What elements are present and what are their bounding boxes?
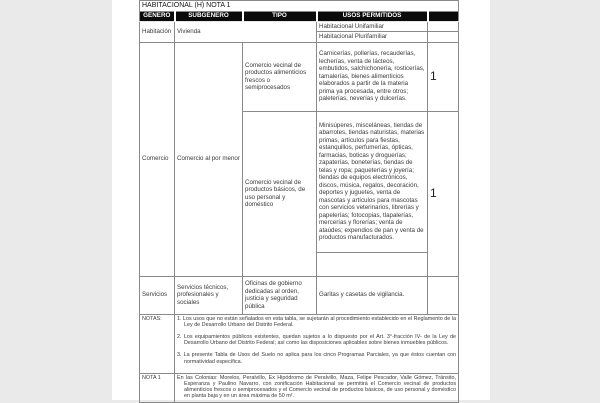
nota-item: 2. Los equipamientos públicos existentes, quedan sujetos a lo dispuesto por el Art. 3°-fracción IV- de la Ley de Desarrollo Urbano del Distrito Federal; así como las disposiciones aplicables sobre bienes inmuebles públicos. xyxy=(177,333,457,347)
notas-label: NOTAS: xyxy=(140,314,175,373)
genero-cell-comercio: Comercio xyxy=(140,42,175,276)
col-header-permiso xyxy=(428,11,459,21)
col-header-subgenero: SUBGÉNERO xyxy=(175,11,243,21)
uso-cell-plurifamiliar: Habitacional Plurifamiliar xyxy=(317,32,428,43)
nota-item: 1. Los usos que no están señalados en esta tabla, se sujetarán al procedimiento establecido en el Reglamento de la Ley de Desarrollo Urbano del Distrito Federal. xyxy=(177,315,457,328)
usos-cell-comercio-alimenticios: Carnicerías, pollerías, recauderías, lecherías, venta de lácteos, embutidos, salchichonería, rosticerías, tamalerías, bienes alimenticios elaborados a partir de la materia prima ya procesada, entre otros; paleterías, neverías y dulcerías. xyxy=(317,42,428,111)
notas-row xyxy=(140,314,459,373)
document-page xyxy=(112,0,490,400)
table-header-row xyxy=(140,11,459,21)
tipo-cell-comercio-alimenticios: Comercio vecinal de productos alimenticios frescos o semiprocesados xyxy=(243,42,317,111)
notas-content xyxy=(175,314,459,373)
uso-cell-unifamiliar: Habitacional Unifamiliar xyxy=(317,21,428,32)
subgenero-cell-vivienda: Vivienda xyxy=(175,21,317,42)
permiso-cell: 1 xyxy=(428,111,459,276)
permiso-cell: 1 xyxy=(428,42,459,111)
usos-cell-garitas: Garitas y casetas de vigilancia. xyxy=(317,276,428,314)
nota1-label: NOTA 1 xyxy=(140,373,175,402)
table-row xyxy=(140,276,459,314)
tipo-cell-comercio-basicos: Comercio vecinal de productos básicos, de uso personal y doméstico xyxy=(243,111,317,276)
permiso-cell xyxy=(428,21,459,32)
table-row xyxy=(140,21,459,32)
usos-cell-empty xyxy=(317,252,428,276)
col-header-genero: GÉNERO xyxy=(140,11,175,21)
nota1-text: En las Colonias: Morelos, Peralvillo, Ex Hipódromo de Peralvillo, Maza, Felipe Pescador, Valle Gómez, Tránsito, Esperanza y Paulino Navarro, con zonificación Habitacional se permitirá el Comercio vecinal de productos alimenticios frescos o semiprocesados y el Comercio vecinal de productos básicos, de uso personal y doméstico en planta baja y en un área máxima de 50 m². xyxy=(177,374,457,400)
genero-cell-habitacion: Habitación xyxy=(140,21,175,42)
subgenero-cell-servicios-tecnicos: Servicios técnicos, profesionales y sociales xyxy=(175,276,243,314)
permiso-cell xyxy=(428,32,459,43)
col-header-tipo: TIPO xyxy=(243,11,317,21)
genero-cell-servicios: Servicios xyxy=(140,276,175,314)
table-title: HABITACIONAL (H) NOTA 1 xyxy=(140,1,459,12)
tipo-cell-oficinas-gobierno: Oficinas de gobierno dedicadas al orden, justicia y seguridad pública xyxy=(243,276,317,314)
nota1-content xyxy=(175,373,459,402)
subgenero-cell-comercio-menor: Comercio al por menor xyxy=(175,42,243,276)
col-header-usos-permitidos: USOS PERMITIDOS xyxy=(317,11,428,21)
table-row xyxy=(140,42,459,111)
nota1-row xyxy=(140,373,459,402)
permiso-cell xyxy=(428,276,459,314)
zoning-table xyxy=(139,0,459,403)
usos-cell-comercio-basicos: Minisúperes, misceláneas, tiendas de abarrotes, tiendas naturistas, materias primas, artículos para fiestas, estanquillos, perfumerías, ópticas, farmacias, boticas y droguerías; zapaterías, boneterías, tiendas de telas y ropa; paqueterías y joyería; tiendas de equipos electrónicos, discos, música, regalos, decoración, deportes y juguetes, venta de mascotas y artículos para mascotas con servicios veterinarios, librerías y papelerías; fotocopias, tlapalerías, mercerías y florerías; venta de ataúdes; expendios de pan y venta de productos manufacturados. xyxy=(317,111,428,252)
nota-item: 3. La presente Tabla de Usos del Suelo no aplica para los cinco Programas Parciales, ya que éstos cuentan con normatividad específica. xyxy=(177,352,457,365)
